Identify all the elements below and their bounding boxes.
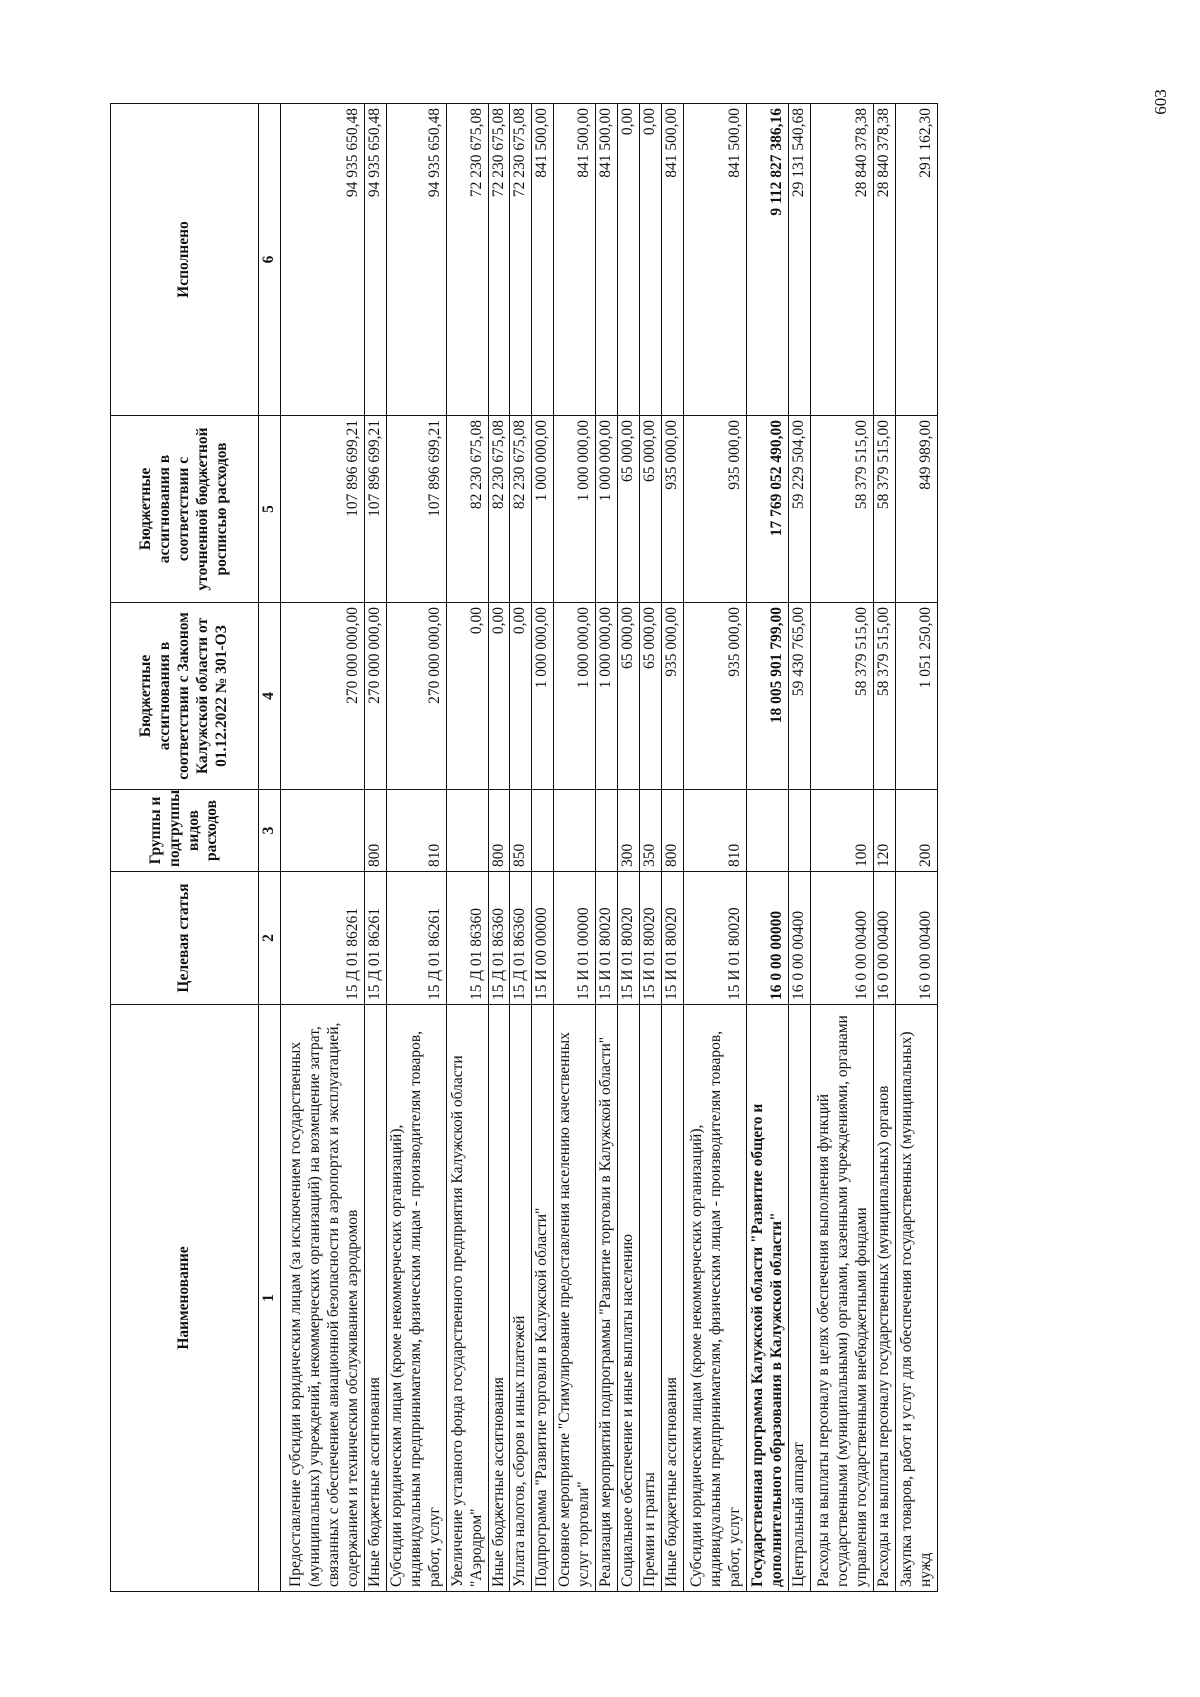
row-executed: 0,00 [640,104,662,416]
row-expense-group: 120 [873,790,895,872]
row-law-allocation: 1 000 000,00 [596,603,618,790]
row-law-allocation: 935 000,00 [683,603,746,790]
table-row [364,104,386,1592]
row-target-article: 15 Д 01 86360 [446,872,488,1005]
row-plan-allocation: 935 000,00 [661,416,683,603]
row-executed: 28 840 378,38 [810,104,873,416]
column-number: 4 [259,603,281,790]
header-law-allocation: Бюджетные ассигнования в соответствии с Законом Калужской области от 01.12.2022 № 301-ОЗ [111,603,259,790]
row-target-article: 15 Д 01 86261 [280,872,364,1005]
row-name: Государственная программа Калужской области "Развитие общего и дополнительного образования в Калужской области" [746,1005,788,1592]
row-law-allocation: 1 051 250,00 [895,603,937,790]
row-expense-group [746,790,788,872]
row-name: Премии и гранты [640,1005,662,1592]
row-executed: 94 935 650,48 [364,104,386,416]
table-row [554,104,596,1592]
row-executed: 94 935 650,48 [280,104,364,416]
column-number-row [259,104,281,1592]
row-executed: 72 230 675,08 [446,104,488,416]
header-target-article: Целевая статья [111,872,259,1005]
row-executed: 0,00 [618,104,640,416]
row-target-article: 16 0 00 00400 [788,872,810,1005]
row-expense-group [280,790,364,872]
row-plan-allocation: 849 989,00 [895,416,937,603]
table-row [810,104,873,1592]
row-plan-allocation: 1 000 000,00 [554,416,596,603]
row-expense-group: 200 [895,790,937,872]
table-row [640,104,662,1592]
table-row [746,104,788,1592]
header-plan-allocation: Бюджетные ассигнования в соответствии с уточненной бюджетной росписью расходов [111,416,259,603]
column-number: 1 [259,1005,281,1592]
row-law-allocation: 65 000,00 [640,603,662,790]
row-expense-group [788,790,810,872]
rotated-page-content [110,104,1070,1592]
table-row [596,104,618,1592]
row-plan-allocation: 1 000 000,00 [596,416,618,603]
row-expense-group: 800 [488,790,510,872]
row-law-allocation: 270 000 000,00 [364,603,386,790]
header-name: Наименование [111,1005,259,1592]
row-executed: 841 500,00 [596,104,618,416]
row-expense-group: 810 [683,790,746,872]
row-expense-group [532,790,554,872]
row-name: Иные бюджетные ассигнования [364,1005,386,1592]
row-executed: 72 230 675,08 [510,104,532,416]
table-body [280,104,937,1592]
row-target-article: 15 И 01 80020 [618,872,640,1005]
row-executed: 9 112 827 386,16 [746,104,788,416]
row-plan-allocation: 82 230 675,08 [446,416,488,603]
row-expense-group: 350 [640,790,662,872]
row-target-article: 15 Д 01 86261 [386,872,446,1005]
column-number: 5 [259,416,281,603]
row-law-allocation: 270 000 000,00 [386,603,446,790]
row-plan-allocation: 82 230 675,08 [488,416,510,603]
row-name: Предоставление субсидии юридическим лицам (за исключением государственных (муниципальных) учреждений, некоммерческих организаций) на возмещение затрат, связанных с обеспечением авиационной безопасности в аэропортах и эксплуатацией, содержанием и техническим обслуживанием аэродромов [280,1005,364,1592]
row-target-article: 15 И 01 80020 [596,872,618,1005]
row-expense-group: 800 [661,790,683,872]
row-name: Основное мероприятие "Стимулирование предоставления населению качественных услуг торговли" [554,1005,596,1592]
table-row [386,104,446,1592]
table-row [895,104,937,1592]
row-target-article: 16 0 00 00400 [810,872,873,1005]
row-target-article: 16 0 00 00400 [895,872,937,1005]
row-plan-allocation: 107 896 699,21 [364,416,386,603]
row-law-allocation: 270 000 000,00 [280,603,364,790]
row-plan-allocation: 65 000,00 [618,416,640,603]
row-target-article: 15 И 00 00000 [532,872,554,1005]
column-number: 2 [259,872,281,1005]
row-plan-allocation: 65 000,00 [640,416,662,603]
row-executed: 291 162,30 [895,104,937,416]
table-row [661,104,683,1592]
column-number: 3 [259,790,281,872]
row-name: Иные бюджетные ассигнования [661,1005,683,1592]
row-plan-allocation: 58 379 515,00 [873,416,895,603]
row-executed: 841 500,00 [554,104,596,416]
row-target-article: 15 И 01 80020 [661,872,683,1005]
row-executed: 841 500,00 [683,104,746,416]
budget-table [110,103,938,1592]
row-target-article: 15 Д 01 86261 [364,872,386,1005]
row-law-allocation: 58 379 515,00 [810,603,873,790]
row-law-allocation: 935 000,00 [661,603,683,790]
table-row [873,104,895,1592]
row-name: Субсидии юридическим лицам (кроме некоммерческих организаций), индивидуальным предпринимателям, физическим лицам - производителям товаров, работ, услуг [683,1005,746,1592]
row-name: Социальное обеспечение и иные выплаты населению [618,1005,640,1592]
row-expense-group: 300 [618,790,640,872]
row-law-allocation: 1 000 000,00 [554,603,596,790]
row-target-article: 15 Д 01 86360 [488,872,510,1005]
row-law-allocation: 0,00 [446,603,488,790]
row-law-allocation: 1 000 000,00 [532,603,554,790]
row-law-allocation: 59 430 765,00 [788,603,810,790]
table-row [510,104,532,1592]
row-plan-allocation: 935 000,00 [683,416,746,603]
row-target-article: 16 0 00 00000 [746,872,788,1005]
row-target-article: 15 И 01 80020 [640,872,662,1005]
table-row [488,104,510,1592]
column-number: 6 [259,104,281,416]
row-expense-group [596,790,618,872]
row-target-article: 15 И 01 80020 [683,872,746,1005]
row-law-allocation: 0,00 [510,603,532,790]
header-executed: Исполнено [111,104,259,416]
row-name: Расходы на выплаты персоналу в целях обеспечения выполнения функций государственными (муниципальными) органами, казенными учреждениями, органами управления государственными внебюджетными фондами [810,1005,873,1592]
row-name: Закупка товаров, работ и услуг для обеспечения государственных (муниципальных) нужд [895,1005,937,1592]
table-row [280,104,364,1592]
row-name: Расходы на выплаты персоналу государственных (муниципальных) органов [873,1005,895,1592]
row-expense-group: 100 [810,790,873,872]
row-law-allocation: 58 379 515,00 [873,603,895,790]
row-plan-allocation: 58 379 515,00 [810,416,873,603]
header-row [111,104,259,1592]
row-executed: 94 935 650,48 [386,104,446,416]
row-name: Реализация мероприятий подпрограммы "Развитие торговли в Калужской области" [596,1005,618,1592]
row-law-allocation: 18 005 901 799,00 [746,603,788,790]
row-expense-group [446,790,488,872]
row-plan-allocation: 59 229 504,00 [788,416,810,603]
row-plan-allocation: 1 000 000,00 [532,416,554,603]
row-executed: 29 131 540,68 [788,104,810,416]
header-expense-group: Группы и подгруппы видов расходов [111,790,259,872]
row-plan-allocation: 82 230 675,08 [510,416,532,603]
row-name: Увеличение уставного фонда государственного предприятия Калужской области "Аэродром" [446,1005,488,1592]
row-name: Субсидии юридическим лицам (кроме некоммерческих организаций), индивидуальным предпринимателям, физическим лицам - производителям товаров, работ, услуг [386,1005,446,1592]
row-name: Иные бюджетные ассигнования [488,1005,510,1592]
row-executed: 28 840 378,38 [873,104,895,416]
row-target-article: 15 И 01 00000 [554,872,596,1005]
row-executed: 841 500,00 [661,104,683,416]
row-executed: 72 230 675,08 [488,104,510,416]
row-target-article: 16 0 00 00400 [873,872,895,1005]
row-expense-group: 850 [510,790,532,872]
page-number: 603 [1150,89,1170,115]
row-plan-allocation: 17 769 052 490,00 [746,416,788,603]
table-row [618,104,640,1592]
row-plan-allocation: 107 896 699,21 [280,416,364,603]
table-row [788,104,810,1592]
row-name: Центральный аппарат [788,1005,810,1592]
table-row [532,104,554,1592]
row-name: Подпрограмма "Развитие торговли в Калужской области" [532,1005,554,1592]
table-row [683,104,746,1592]
row-plan-allocation: 107 896 699,21 [386,416,446,603]
row-target-article: 15 Д 01 86360 [510,872,532,1005]
row-law-allocation: 65 000,00 [618,603,640,790]
row-law-allocation: 0,00 [488,603,510,790]
row-expense-group: 800 [364,790,386,872]
row-executed: 841 500,00 [532,104,554,416]
row-name: Уплата налогов, сборов и иных платежей [510,1005,532,1592]
table-row [446,104,488,1592]
row-expense-group: 810 [386,790,446,872]
row-expense-group [554,790,596,872]
